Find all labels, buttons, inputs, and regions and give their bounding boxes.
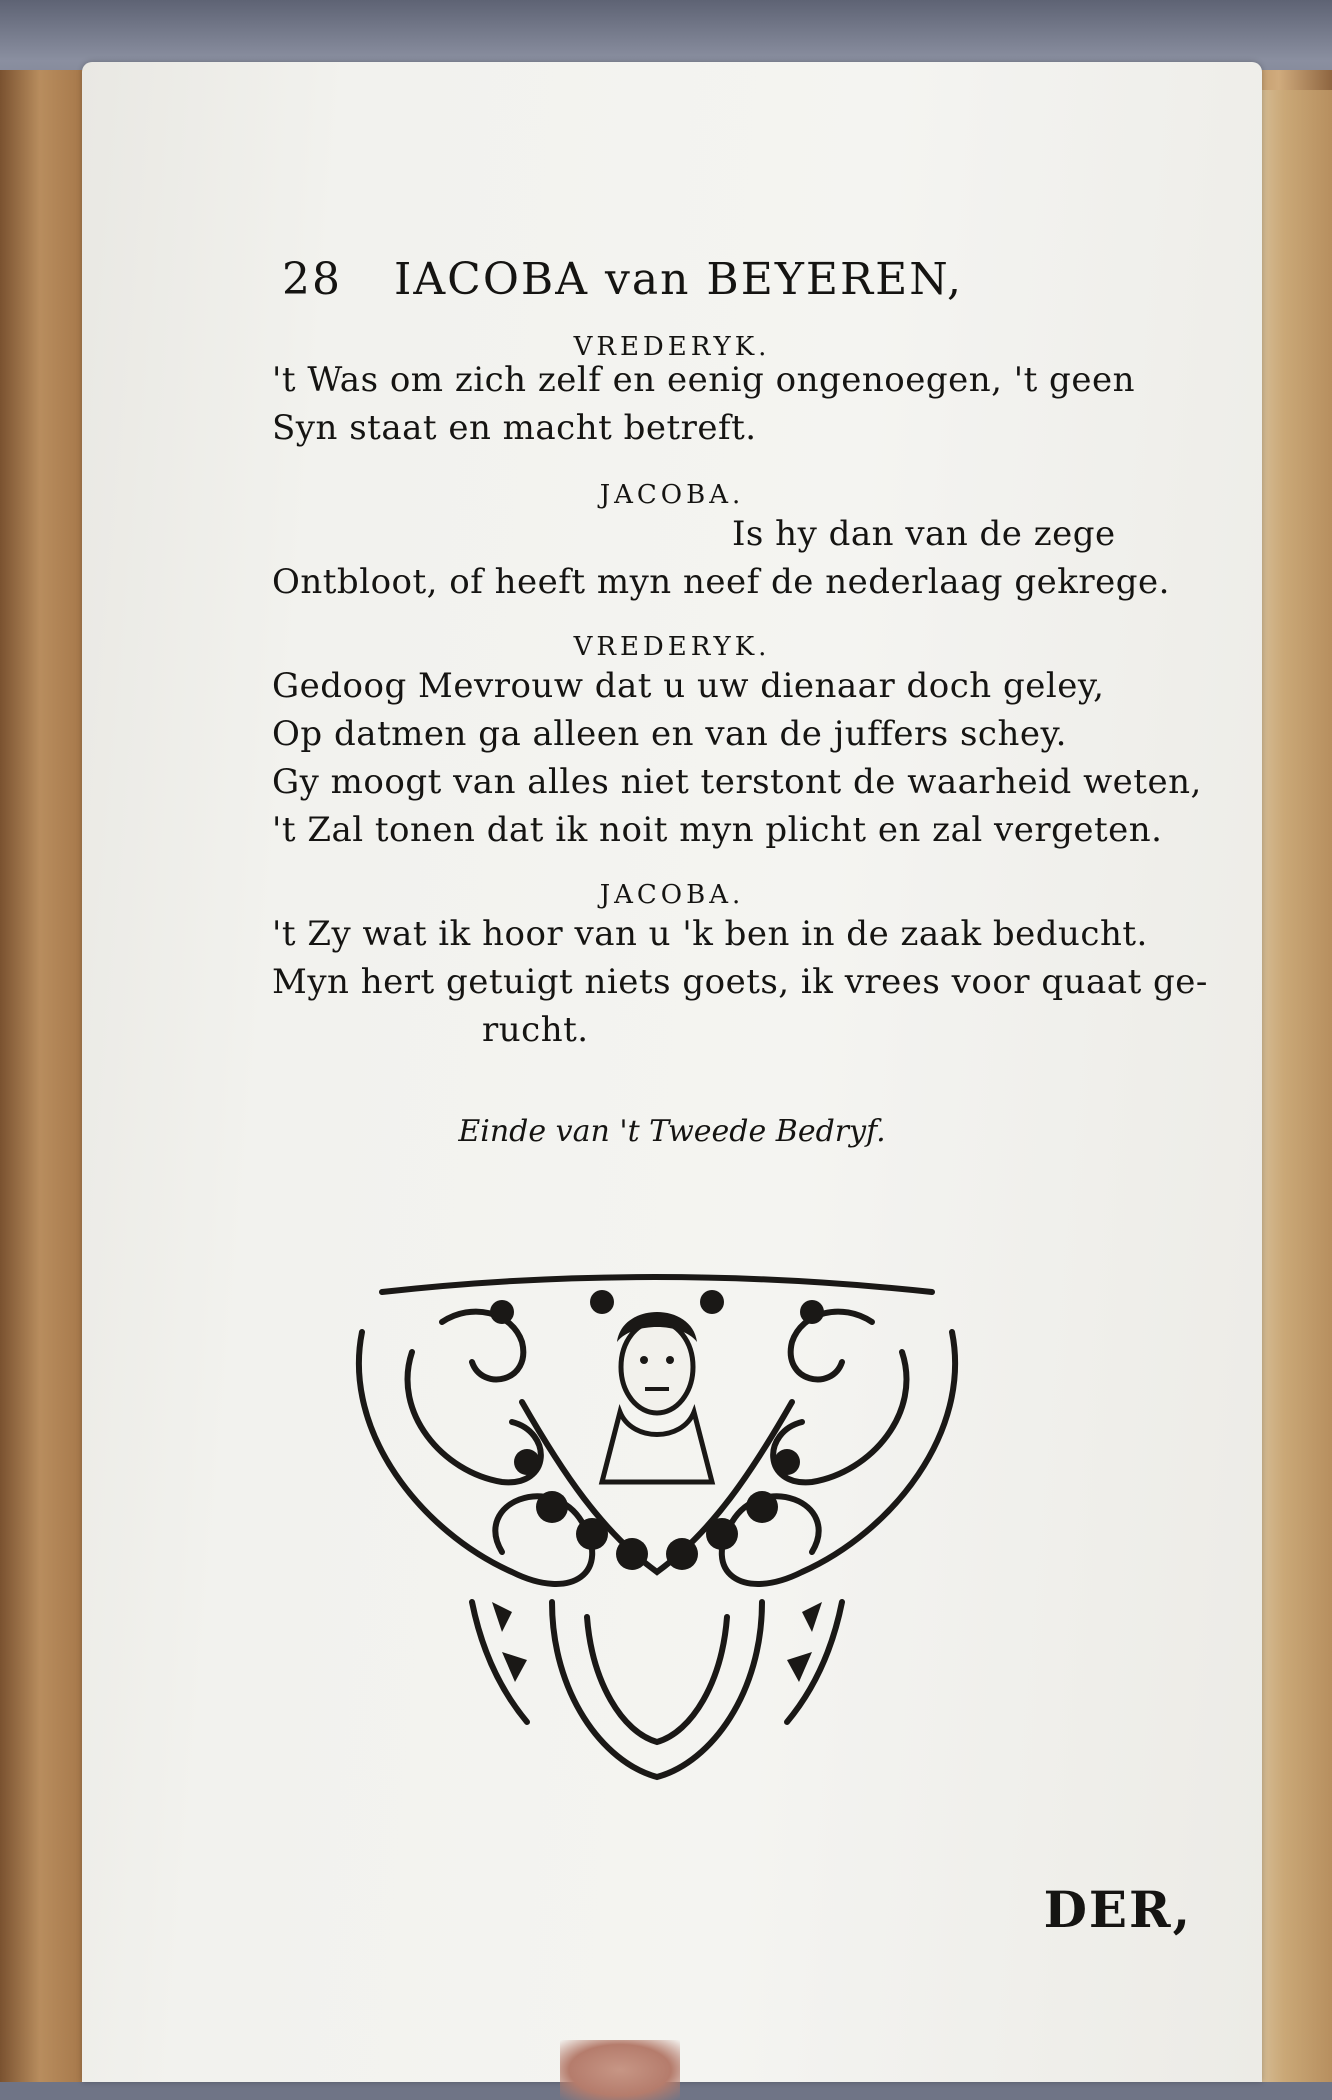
speaker-name: JACOBA.: [599, 480, 745, 510]
speaker-name: VREDERYK.: [573, 632, 771, 662]
speaker-name: JACOBA.: [599, 880, 745, 910]
verse-line: Gy moogt van alles niet terstont de waarheid weten,: [272, 762, 1202, 802]
woodcut-ornament: [352, 1272, 962, 1792]
thumb: [560, 2040, 680, 2100]
verse-line: Myn hert getuigt niets goets, ik vrees voor quaat ge-: [272, 962, 1208, 1002]
act-end-note: Einde van 't Tweede Bedryf.: [458, 1114, 886, 1149]
verse-line: Ontbloot, of heeft myn neef de nederlaag gekrege.: [272, 562, 1170, 602]
verse-line: 't Zy wat ik hoor van u 'k ben in de zaak beducht.: [272, 914, 1148, 954]
verse-line: 't Zal tonen dat ik noit myn plicht en zal vergeten.: [272, 810, 1163, 850]
verse-line: rucht.: [482, 1010, 589, 1050]
verse-line: 't Was om zich zelf en eenig ongenoegen, 't geen: [272, 360, 1135, 400]
page-stack-edge: [1252, 90, 1332, 2082]
verse-line: Op datmen ga alleen en van de juffers schey.: [272, 714, 1067, 754]
running-head: [282, 254, 1242, 324]
page-number: 28: [282, 254, 342, 305]
book-page: [82, 62, 1262, 2082]
speaker-name: VREDERYK.: [573, 332, 771, 362]
running-title: IACOBA van BEYEREN,: [394, 254, 963, 305]
verse-line: Gedoog Mevrouw dat u uw dienaar doch geley,: [272, 666, 1105, 706]
verse-line: Syn staat en macht betreft.: [272, 408, 757, 448]
catchword: DER,: [1043, 1880, 1192, 1939]
verse-line: Is hy dan van de zege: [732, 514, 1116, 554]
